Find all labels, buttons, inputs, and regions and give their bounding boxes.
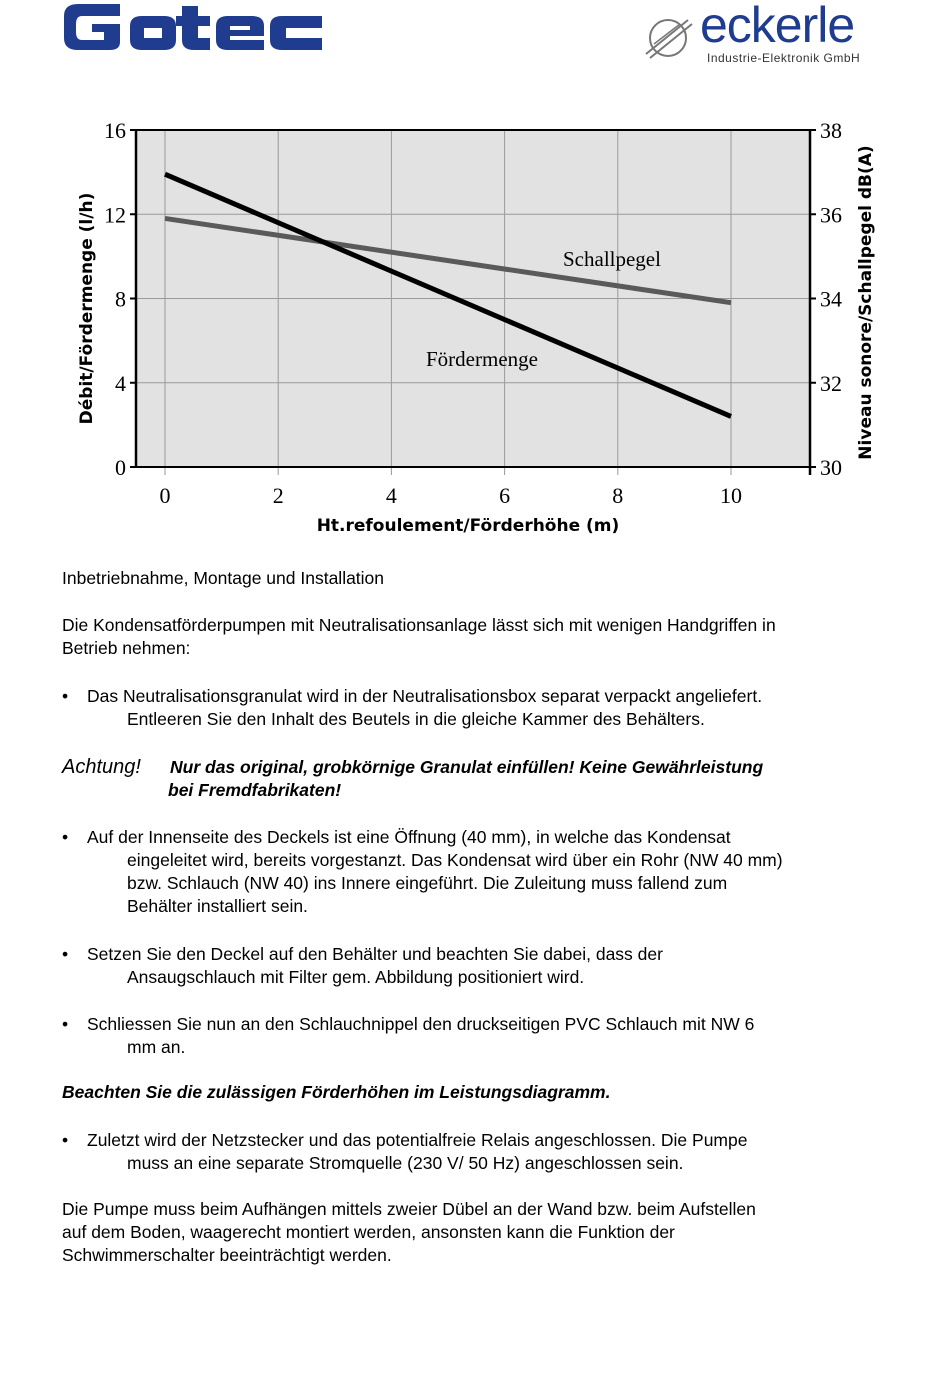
- warning-line: Nur das original, grobkörnige Granulat einfüllen! Keine Gewährleistung: [170, 757, 764, 777]
- bullet-line: bzw. Schlauch (NW 40) ins Innere eingeführt. Die Zuleitung muss fallend zum: [127, 873, 728, 893]
- bullet-dot-icon: •: [62, 1014, 69, 1034]
- closing-line: Schwimmerschalter beeinträchtigt werden.: [62, 1245, 392, 1265]
- bullet-line: mm an.: [127, 1037, 186, 1057]
- y2-tick-label: 30: [820, 455, 842, 480]
- y2-tick-label: 38: [820, 118, 842, 143]
- bullet-line: Schliessen Sie nun an den Schlauchnippel den druckseitigen PVC Schlauch mit NW 6: [87, 1014, 755, 1034]
- performance-chart: [70, 112, 890, 542]
- bullet-dot-icon: •: [62, 1130, 69, 1150]
- warning-block: [62, 756, 764, 800]
- warning-line: bei Fremdfabrikaten!: [168, 780, 342, 800]
- series-label-schallpegel: Schallpegel: [563, 247, 661, 271]
- bullet-dot-icon: •: [62, 827, 69, 847]
- x-tick-label: 2: [272, 483, 284, 508]
- x-tick-label: 10: [720, 483, 742, 508]
- bullet-line: Behälter installiert sein.: [127, 896, 308, 916]
- x-axis-title: Ht.refoulement/Förderhöhe (m): [316, 516, 620, 536]
- bullet-line: Auf der Innenseite des Deckels ist eine Öffnung (40 mm), in welche das Kondensat: [87, 827, 731, 847]
- series-label-foerdermenge: Fördermenge: [426, 347, 538, 371]
- bullet-line: Setzen Sie den Deckel auf den Behälter und beachten Sie dabei, dass der: [87, 944, 663, 964]
- y-tick-label: 16: [104, 118, 126, 143]
- bullet-line: muss an eine separate Stromquelle (230 V/ 50 Hz) angeschlossen sein.: [127, 1153, 684, 1173]
- closing-paragraph: [62, 1198, 756, 1267]
- performance-chart-svg: [70, 112, 890, 542]
- bullet-line: Entleeren Sie den Inhalt des Beutels in die gleiche Kammer des Behälters.: [127, 709, 705, 729]
- y-tick-label: 8: [115, 286, 126, 312]
- closing-line: Die Pumpe muss beim Aufhängen mittels zweier Dübel an der Wand bzw. beim Aufstellen: [62, 1199, 756, 1219]
- gotec-logo: [60, 2, 338, 52]
- bullet-line: Ansaugschlauch mit Filter gem. Abbildung positioniert wird.: [127, 967, 585, 987]
- bullet-line: Zuletzt wird der Netzstecker und das potentialfreie Relais angeschlossen. Die Pumpe: [87, 1130, 748, 1150]
- eckerle-wordmark: eckerle: [700, 0, 855, 53]
- warning-label: Achtung!: [62, 756, 141, 778]
- closing-line: auf dem Boden, waagerecht montiert werden, ansonsten kann die Funktion der: [62, 1222, 675, 1242]
- section-heading: Inbetriebnahme, Montage und Installation: [62, 568, 385, 588]
- y-tick-label: 12: [104, 202, 126, 228]
- bullet-line: Das Neutralisationsgranulat wird in der Neutralisationsbox separat verpackt angeliefert.: [87, 686, 763, 706]
- y2-tick-label: 34: [820, 286, 842, 312]
- bullet-dot-icon: •: [62, 686, 69, 706]
- x-tick-label: 8: [612, 483, 624, 508]
- eckerle-subtitle: Industrie-Elektronik GmbH: [707, 51, 861, 65]
- y-tick-label: 0: [115, 455, 126, 480]
- bullet-line: eingeleitet wird, bereits vorgestanzt. Das Kondensat wird über ein Rohr (NW 40 mm): [127, 850, 783, 870]
- intro-line: Betrieb nehmen:: [62, 638, 191, 658]
- bullet-dot-icon: •: [62, 944, 69, 964]
- y2-axis-title: Niveau sonore/Schallpegel dB(A): [856, 145, 876, 460]
- x-tick-label: 4: [385, 483, 397, 508]
- y-tick-label: 4: [115, 370, 126, 396]
- eckerle-emblem-icon: [644, 14, 694, 60]
- y2-tick-label: 36: [820, 202, 842, 228]
- x-tick-label: 6: [499, 483, 511, 508]
- intro-line: Die Kondensatförderpumpen mit Neutralisationsanlage lässt sich mit wenigen Handgriffen in: [62, 615, 776, 635]
- x-tick-label: 0: [159, 483, 171, 508]
- y-axis-title: Débit/Fördermenge (l/h): [77, 192, 97, 425]
- note-heights: Beachten Sie die zulässigen Förderhöhen im Leistungsdiagramm.: [62, 1082, 611, 1102]
- y2-tick-label: 32: [820, 370, 842, 396]
- intro-paragraph: [62, 614, 776, 660]
